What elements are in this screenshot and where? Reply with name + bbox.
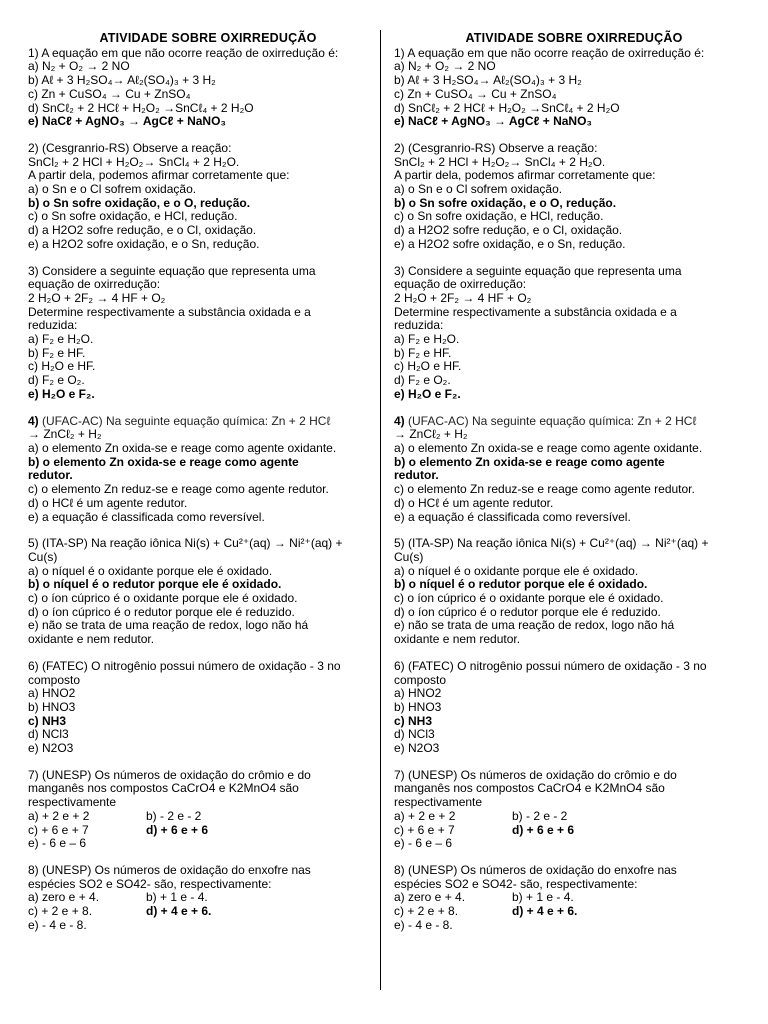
answer-option: e) a H2O2 sofre oxidação, e o Sn, redução. [394,236,626,251]
answer-option: c) o elemento Zn reduz-se e reage como agente redutor. [394,482,695,497]
answer-option: b) HNO3 [394,699,442,714]
answer-option-correct: e) H₂O e F₂. [28,386,95,401]
answer-option: d) a H2O2 sofre redução, e o Cl, oxidação. [394,223,623,238]
answer-option-correct: d) + 6 e + 6 [146,822,209,837]
question-block [28,660,388,756]
question-stem: respectivamente [394,795,483,810]
question-stem: 5) (ITA-SP) Na reação iônica Ni(s) + Cu²⁺(aq) → Ni²⁺(aq) + [28,536,343,551]
answer-option: a) o Sn e o Cl sofrem oxidação. [394,182,563,197]
answer-option: e) N2O3 [28,741,74,756]
question-block [394,265,754,402]
question-block [28,864,388,933]
question-stem-text: (UFAC-AC) Na seguinte equação química: Zn + 2 HCℓ [404,413,697,428]
question-stem: SnCl₂ + 2 HCl + H₂O₂→ SnCl₄ + 2 H₂O. [394,154,606,169]
question-stem: 3) Considere a seguinte equação que representa uma [394,263,682,278]
answer-row [394,905,754,919]
answer-option-correct: redutor. [28,468,73,483]
answer-option: b) - 2 e - 2 [512,808,568,823]
worksheet-column-right [394,32,754,932]
page-title: ATIVIDADE SOBRE OXIRREDUÇÃO [99,31,317,45]
question-stem: respectivamente [28,795,117,810]
question-block [394,415,754,525]
answer-option-correct: d) + 4 e + 6. [146,904,212,919]
answer-option-correct: e) NaCℓ + AgNO₃ → AgCℓ + NaNO₃ [28,114,226,129]
answer-option: c) H₂O e HF. [28,359,96,374]
answer-option: e) não se trata de uma reação de redox, logo não há [394,618,675,633]
answer-row [28,919,388,933]
question-block [394,537,754,647]
answer-option: e) a H2O2 sofre oxidação, e o Sn, redução. [28,236,260,251]
answer-option: e) - 4 e - 8. [394,917,453,932]
question-stem: Determine respectivamente a substância oxidada e a [28,304,311,319]
answer-option: e) - 4 e - 8. [28,917,87,932]
page-title: ATIVIDADE SOBRE OXIRREDUÇÃO [465,31,683,45]
answer-option: b) + 1 e - 4. [146,890,208,905]
question-stem: composto [28,672,81,687]
question-stem: 2 H₂O + 2F₂ → 4 HF + O₂ [28,290,166,305]
question-stem: 1) A equação em que não ocorre reação de oxirredução é: [28,45,339,60]
question-stem: equação de oxirredução: [394,277,527,292]
answer-option-correct: b) o Sn sofre oxidação, e o O, redução. [394,195,617,210]
answer-option: d) o HCℓ é um agente redutor. [28,495,188,510]
answer-option: a) zero e + 4. [28,890,100,905]
answer-option: c) o elemento Zn reduz-se e reage como agente redutor. [28,482,329,497]
question-stem: 5) (ITA-SP) Na reação iônica Ni(s) + Cu²⁺(aq) → Ni²⁺(aq) + [394,536,709,551]
answer-option: a) o níquel é o oxidante porque ele é oxidado. [28,563,273,578]
question-block [28,769,388,851]
answer-option: b) F₂ e HF. [394,345,452,360]
answer-option-correct: b) o níquel é o redutor porque ele é oxidado. [394,577,648,592]
question-stem: 2) (Cesgranrio-RS) Observe a reação: [28,140,232,155]
answer-option: d) F₂ e O₂. [28,373,85,388]
answer-option-correct: b) o elemento Zn oxida-se e reage como agente [394,454,665,469]
answer-row [394,891,754,905]
question-stem: espécies SO2 e SO42- são, respectivamente: [28,876,272,891]
question-stem: 6) (FATEC) O nitrogênio possui número de oxidação - 3 no [394,658,707,673]
answer-option: d) SnCℓ₂ + 2 HCℓ + H₂O₂ →SnCℓ₄ + 2 H₂O [28,100,254,115]
answer-option: e) - 6 e – 6 [28,836,87,851]
answer-option: b) F₂ e HF. [28,345,86,360]
answer-option: c) + 2 e + 8. [28,904,93,919]
question-stem: 7) (UNESP) Os números de oxidação do crômio e do [28,767,311,782]
question-stem: SnCl₂ + 2 HCl + H₂O₂→ SnCl₄ + 2 H₂O. [28,154,240,169]
answer-option-correct: b) o Sn sofre oxidação, e o O, redução. [28,195,251,210]
answer-option: c) + 6 e + 7 [28,822,89,837]
answer-option: d) SnCℓ₂ + 2 HCℓ + H₂O₂ →SnCℓ₄ + 2 H₂O [394,100,620,115]
answer-option: a) N₂ + O₂ → 2 NO [28,59,130,74]
question-block [394,864,754,933]
question-stem: reduzida: [394,318,444,333]
column-divider [380,30,381,990]
answer-option: d) a H2O2 sofre redução, e o Cl, oxidação. [28,223,257,238]
answer-row [28,824,388,838]
question-stem: manganês nos compostos CaCrO4 e K2MnO4 são [394,781,665,796]
question-stem: 8) (UNESP) Os números de oxidação do enxofre nas [394,862,677,877]
answer-option: a) F₂ e H₂O. [394,332,460,347]
question-block [394,769,754,851]
question-block [28,415,388,525]
answer-option: e) a equação é classificada como reversível. [28,509,265,524]
answer-option: c) o Sn sofre oxidação, e HCl, redução. [394,209,604,224]
answer-option: a) o elemento Zn oxida-se e reage como agente oxidante. [394,440,703,455]
answer-option: a) HNO2 [394,686,442,701]
question-stem-text: (UFAC-AC) Na seguinte equação química: Zn + 2 HCℓ [38,413,331,428]
question-stem: Cu(s) [28,549,58,564]
answer-option-correct: d) + 6 e + 6 [512,822,575,837]
answer-option: oxidante e nem redutor. [394,632,521,647]
answer-row [28,891,388,905]
answer-option-correct: c) NH3 [28,713,67,728]
question-block [28,142,388,252]
answer-option: e) não se trata de uma reação de redox, logo não há [28,618,309,633]
answer-option-correct: d) + 4 e + 6. [512,904,578,919]
question-stem: A partir dela, podemos afirmar corretamente que: [394,168,656,183]
answer-option: a) N₂ + O₂ → 2 NO [394,59,496,74]
answer-option: a) + 2 e + 2 [28,808,90,823]
question-block [394,142,754,252]
answer-option: a) o Sn e o Cl sofrem oxidação. [28,182,197,197]
question-block [394,660,754,756]
answer-row [394,810,754,824]
question-stem: 1) A equação em que não ocorre reação de oxirredução é: [394,45,705,60]
answer-option: d) NCl3 [394,727,435,742]
question-number: 4) [28,413,39,428]
question-stem: equação de oxirredução: [28,277,161,292]
question-block [28,537,388,647]
question-stem: 3) Considere a seguinte equação que representa uma [28,263,316,278]
answer-option-correct: e) NaCℓ + AgNO₃ → AgCℓ + NaNO₃ [394,114,592,129]
answer-option: b) - 2 e - 2 [146,808,202,823]
question-stem: reduzida: [28,318,78,333]
answer-option: b) + 1 e - 4. [512,890,574,905]
answer-row [28,810,388,824]
answer-row [394,919,754,933]
answer-option: a) o elemento Zn oxida-se e reage como agente oxidante. [28,440,337,455]
question-stem: Determine respectivamente a substância oxidada e a [394,304,677,319]
answer-option: a) zero e + 4. [394,890,466,905]
answer-option-correct: c) NH3 [394,713,433,728]
question-block [394,47,754,129]
question-block [28,265,388,402]
question-number: 4) [394,413,405,428]
answer-option: d) o íon cúprico é o redutor porque ele é reduzido. [28,604,295,619]
question-stem: 2) (Cesgranrio-RS) Observe a reação: [394,140,598,155]
answer-option: a) HNO2 [28,686,76,701]
answer-option: c) o íon cúprico é o oxidante porque ele é oxidado. [394,591,664,606]
answer-option: b) Aℓ + 3 H₂SO₄→ Aℓ₂(SO₄)₃ + 3 H₂ [28,73,216,88]
question-block [28,47,388,129]
question-stem: manganês nos compostos CaCrO4 e K2MnO4 são [28,781,299,796]
answer-row [28,905,388,919]
answer-option: c) Zn + CuSO₄ → Cu + ZnSO₄ [394,86,557,101]
answer-option: c) o Sn sofre oxidação, e HCl, redução. [28,209,238,224]
question-stem [28,415,388,429]
answer-option: d) o íon cúprico é o redutor porque ele é reduzido. [394,604,661,619]
question-stem: → ZnCℓ₂ + H₂ [28,427,102,442]
answer-option: e) - 6 e – 6 [394,836,453,851]
answer-option-correct: b) o elemento Zn oxida-se e reage como agente [28,454,299,469]
question-stem: espécies SO2 e SO42- são, respectivamente: [394,876,638,891]
question-stem: 2 H₂O + 2F₂ → 4 HF + O₂ [394,290,532,305]
question-stem: 6) (FATEC) O nitrogênio possui número de oxidação - 3 no [28,658,341,673]
answer-option: c) H₂O e HF. [394,359,462,374]
question-stem: A partir dela, podemos afirmar corretamente que: [28,168,290,183]
question-stem: composto [394,672,447,687]
answer-option: a) o níquel é o oxidante porque ele é oxidado. [394,563,639,578]
answer-option: a) F₂ e H₂O. [28,332,94,347]
answer-option: c) + 6 e + 7 [394,822,455,837]
answer-option: b) Aℓ + 3 H₂SO₄→ Aℓ₂(SO₄)₃ + 3 H₂ [394,73,582,88]
worksheet-column-left [28,32,388,932]
answer-row [28,837,388,851]
answer-option-correct: b) o níquel é o redutor porque ele é oxidado. [28,577,282,592]
answer-option: c) Zn + CuSO₄ → Cu + ZnSO₄ [28,86,191,101]
answer-option: a) + 2 e + 2 [394,808,456,823]
answer-option: e) a equação é classificada como reversível. [394,509,631,524]
answer-option: e) N2O3 [394,741,440,756]
answer-row [394,824,754,838]
answer-option-correct: e) H₂O e F₂. [394,386,461,401]
answer-option-correct: redutor. [394,468,439,483]
question-stem: 7) (UNESP) Os números de oxidação do crômio e do [394,767,677,782]
question-stem [394,415,754,429]
answer-option: d) o HCℓ é um agente redutor. [394,495,554,510]
answer-option: b) HNO3 [28,699,76,714]
question-stem: → ZnCℓ₂ + H₂ [394,427,468,442]
answer-row [394,837,754,851]
answer-option: c) + 2 e + 8. [394,904,459,919]
answer-option: d) NCl3 [28,727,69,742]
answer-option: oxidante e nem redutor. [28,632,155,647]
question-stem: Cu(s) [394,549,424,564]
answer-option: c) o íon cúprico é o oxidante porque ele é oxidado. [28,591,298,606]
question-stem: 8) (UNESP) Os números de oxidação do enxofre nas [28,862,311,877]
answer-option: d) F₂ e O₂. [394,373,451,388]
